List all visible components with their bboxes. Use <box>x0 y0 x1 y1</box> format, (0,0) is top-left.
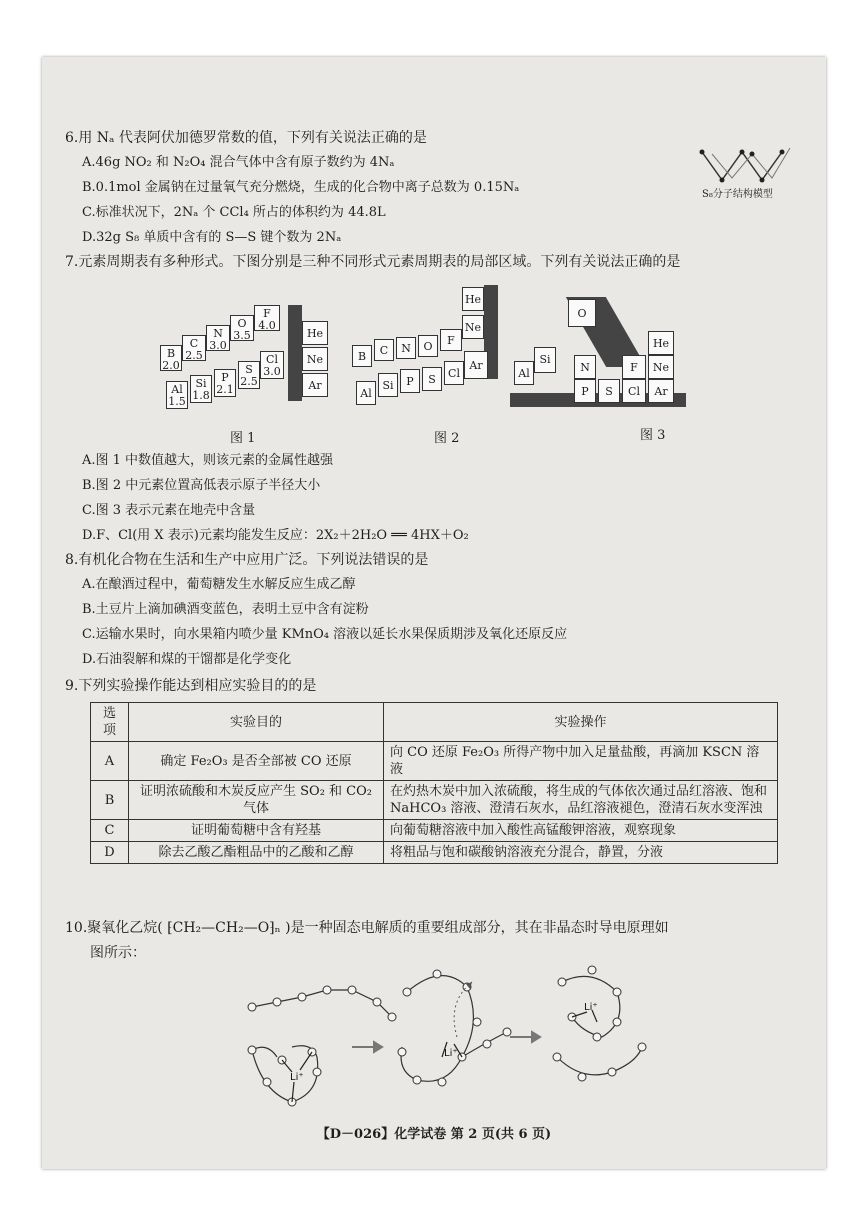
row-operation: 向 CO 还原 Fe₂O₃ 所得产物中加入足量盐酸，再滴加 KSCN 溶液 <box>384 742 778 781</box>
fig1-cell-p: P 2.1 <box>214 369 236 397</box>
row-option: C <box>91 820 129 842</box>
q7-stem: 7.元素周期表有多种形式。下图分别是三种不同形式元素周期表的局部区域。下列有关说法正确的是 <box>65 254 681 270</box>
fig1-cell-c: C 2.5 <box>182 335 206 361</box>
li-ion-label-2: Li⁺ <box>444 1048 458 1059</box>
s8-molecule-model <box>698 142 798 187</box>
q6-option-a: A.46g NO₂ 和 N₂O₄ 混合气体中含有原子数约为 4Nₐ <box>82 155 395 170</box>
fig2-cell-f: F <box>440 329 462 351</box>
figure-1 <box>160 297 332 417</box>
q8-option-d: D.石油裂解和煤的干馏都是化学变化 <box>82 652 292 667</box>
fig2-cell-al: Al <box>356 381 376 405</box>
fig3-cell-o: O <box>568 299 596 327</box>
fig2-cell-cl: Cl <box>444 361 464 385</box>
figure-3 <box>510 297 690 412</box>
fig3-cell-s: S <box>598 379 620 403</box>
q7-option-b: B.图 2 中元素位置高低表示原子半径大小 <box>82 478 321 493</box>
table-row <box>91 842 778 864</box>
fig3-cell-n: N <box>574 355 596 379</box>
fig3-cell-cl: Cl <box>622 379 646 403</box>
figure-3-caption: 图 3 <box>640 428 666 443</box>
fig3-cell-f: F <box>622 355 646 379</box>
q7-option-c: C.图 3 表示元素在地壳中含量 <box>82 503 256 518</box>
fig1-cell-s: S 2.5 <box>238 361 260 389</box>
row-option: A <box>91 742 129 781</box>
fig2-cell-si: Si <box>378 373 398 397</box>
q6-stem: 6.用 Nₐ 代表阿伏加德罗常数的值，下列有关说法正确的是 <box>65 130 427 146</box>
li-ion-label-1: Li⁺ <box>290 1072 304 1083</box>
q10-stem: 10.聚氧化乙烷( ⁅CH₂—CH₂—O⁆ₙ )是一种固态电解质的重要组成部分，其在非晶态时导电原理如 <box>65 920 669 936</box>
header-operation: 实验操作 <box>384 703 778 742</box>
fig1-cell-f: F 4.0 <box>254 305 280 331</box>
q6-option-d: D.32g S₈ 单质中含有的 S—S 键个数为 2Nₐ <box>82 230 342 245</box>
page-footer: 【D－026】化学试卷 第 2 页(共 6 页) <box>316 1127 552 1142</box>
fig3-cell-al: Al <box>514 361 534 385</box>
q8-option-b: B.土豆片上滴加碘酒变蓝色，表明土豆中含有淀粉 <box>82 602 369 617</box>
q7-option-a: A.图 1 中数值越大，则该元素的金属性越强 <box>82 453 334 468</box>
fig1-cell-he: He <box>302 321 328 345</box>
table-row <box>91 742 778 781</box>
table-row <box>91 820 778 842</box>
q8-option-a: A.在酿酒过程中，葡萄糖发生水解反应生成乙醇 <box>82 577 356 592</box>
fig3-cell-p: P <box>574 379 596 403</box>
s8-model-caption: S₈分子结构模型 <box>702 189 773 200</box>
fig2-cell-ne: Ne <box>462 315 484 339</box>
q8-stem: 8.有机化合物在生活和生产中应用广泛。下列说法错误的是 <box>65 552 429 568</box>
row-option: B <box>91 781 129 820</box>
fig1-cell-b: B 2.0 <box>160 345 182 371</box>
row-purpose: 证明葡萄糖中含有羟基 <box>129 820 384 842</box>
fig1-cell-al: Al 1.5 <box>166 381 188 409</box>
exam-page <box>42 57 826 1169</box>
li-ion-label-3: Li⁺ <box>584 1002 598 1013</box>
fig2-cell-s: S <box>422 367 442 391</box>
fig1-cell-ar: Ar <box>302 373 328 397</box>
row-purpose: 证明浓硫酸和木炭反应产生 SO₂ 和 CO₂ 气体 <box>129 781 384 820</box>
header-option: 选项 <box>91 703 129 742</box>
fig1-cell-o: O 3.5 <box>230 315 254 341</box>
header-purpose: 实验目的 <box>129 703 384 742</box>
fig1-cell-n: N 3.0 <box>206 325 230 351</box>
polymer-conduction-diagram <box>232 962 672 1112</box>
fig3-cell-ne: Ne <box>648 355 674 379</box>
q9-stem: 9.下列实验操作能达到相应实验目的的是 <box>65 678 317 694</box>
q7-option-d: D.F、Cl(用 X 表示)元素均能发生反应：2X₂＋2H₂O ══ 4HX＋O₂ <box>82 528 469 543</box>
figure-1-caption: 图 1 <box>230 431 256 446</box>
fig2-cell-c: C <box>374 339 394 361</box>
q6-option-c: C.标准状况下，2Nₐ 个 CCl₄ 所占的体积约为 44.8L <box>82 205 386 220</box>
fig2-cell-p: P <box>400 369 420 393</box>
fig1-cell-si: Si 1.8 <box>190 375 212 403</box>
table-row <box>91 781 778 820</box>
fig3-cell-ar: Ar <box>648 379 674 403</box>
fig2-cell-he: He <box>462 287 484 311</box>
row-option: D <box>91 842 129 864</box>
figure-2 <box>352 285 502 410</box>
fig3-cell-he: He <box>648 331 674 355</box>
fig2-cell-o: O <box>418 335 438 357</box>
q9-table <box>90 702 778 864</box>
fig3-cell-si: Si <box>534 347 556 373</box>
fig2-cell-ar: Ar <box>464 351 488 379</box>
row-purpose: 确定 Fe₂O₃ 是否全部被 CO 还原 <box>129 742 384 781</box>
q6-option-b: B.0.1mol 金属钠在过量氧气充分燃烧，生成的化合物中离子总数为 0.15Nₐ <box>82 180 520 195</box>
table-header-row <box>91 703 778 742</box>
row-operation: 向葡萄糖溶液中加入酸性高锰酸钾溶液，观察现象 <box>384 820 778 842</box>
q10-stem-continued: 图所示： <box>90 945 146 961</box>
fig2-cell-b: B <box>352 345 372 367</box>
q8-option-c: C.运输水果时，向水果箱内喷少量 KMnO₄ 溶液以延长水果保质期涉及氧化还原反应 <box>82 627 568 642</box>
fig1-cell-cl: Cl 3.0 <box>260 351 284 379</box>
fig1-cell-ne: Ne <box>302 347 328 371</box>
fig2-cell-n: N <box>396 337 416 359</box>
row-operation: 在灼热木炭中加入浓硫酸，将生成的气体依次通过品红溶液、饱和 NaHCO₃ 溶液、澄清石灰水，品红溶液褪色，澄清石灰水变浑浊 <box>384 781 778 820</box>
figure-2-caption: 图 2 <box>434 431 460 446</box>
row-purpose: 除去乙酸乙酯粗品中的乙酸和乙醇 <box>129 842 384 864</box>
row-operation: 将粗品与饱和碳酸钠溶液充分混合，静置，分液 <box>384 842 778 864</box>
